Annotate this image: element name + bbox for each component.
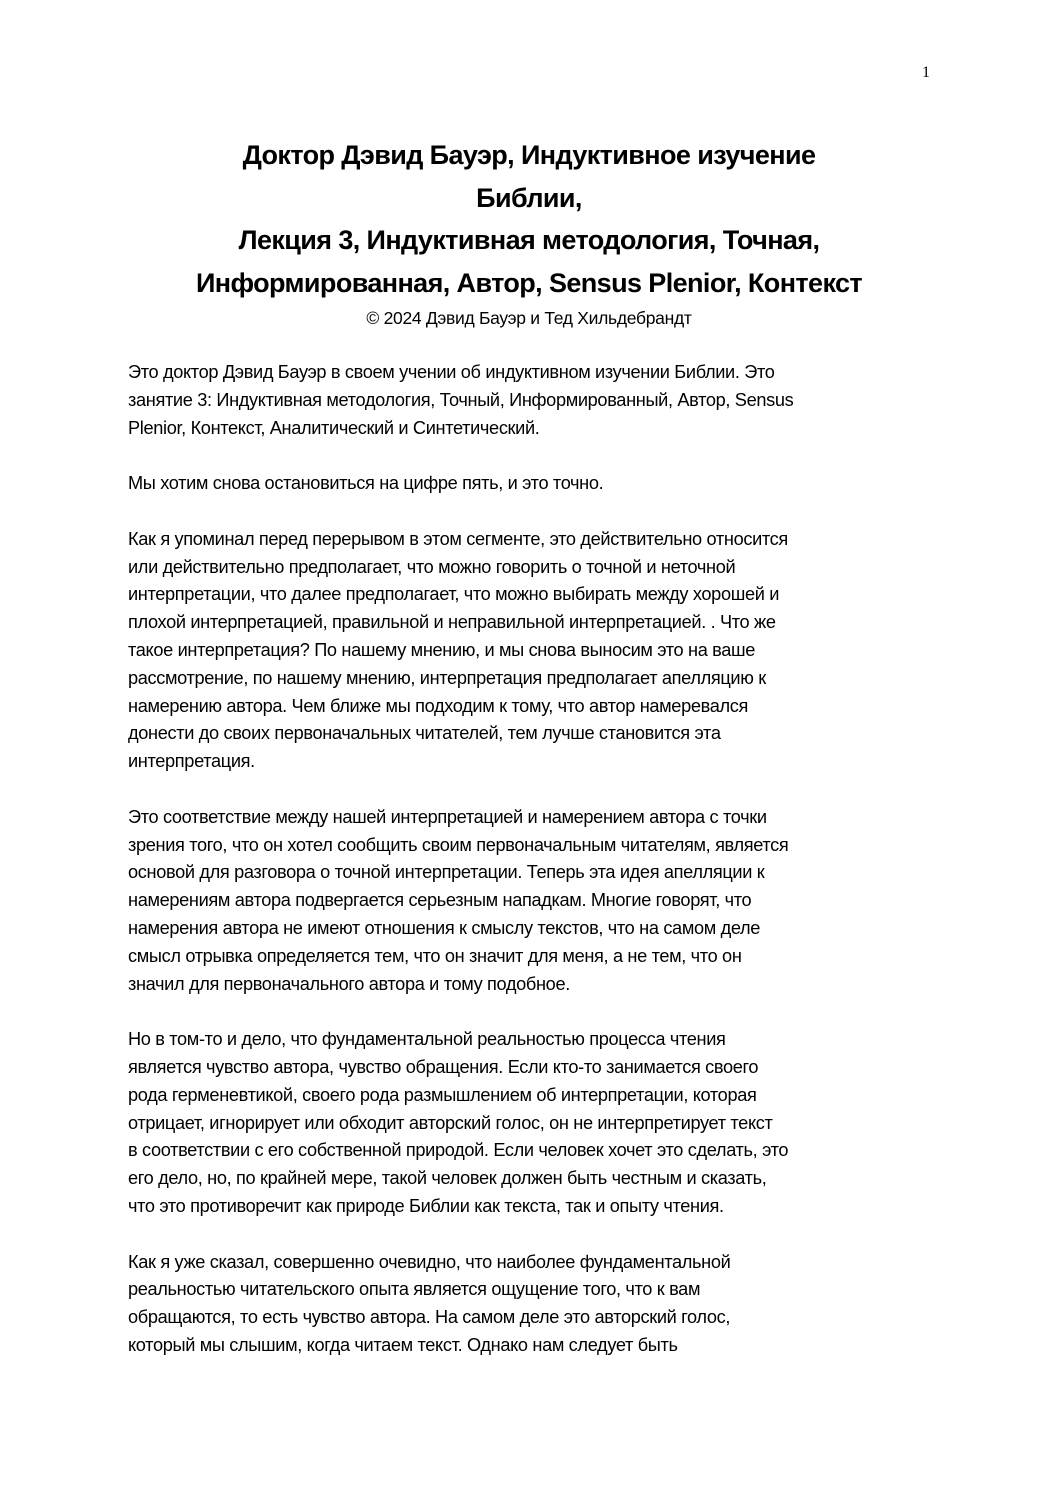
paragraph-line: Мы хотим снова остановиться на цифре пять, и это точно. — [128, 473, 604, 494]
copyright: © 2024 Дэвид Бауэр и Тед Хильдебрандт — [366, 308, 692, 328]
paragraph-line: Это соответствие между нашей интерпретацией и намерением автора с точки — [128, 806, 767, 827]
paragraph-line: в соответствии с его собственной природой. Если человек хочет это сделать, это — [128, 1140, 789, 1161]
paragraph-line: Но в том-то и дело, что фундаментальной реальностью процесса чтения — [128, 1029, 726, 1050]
document-title — [0, 134, 1058, 304]
paragraph-line: рода герменевтикой, своего рода размышлением об интерпретации, которая — [128, 1084, 757, 1105]
title-line: Библии, — [476, 182, 582, 213]
paragraph-line: смысл отрывка определяется тем, что он значит для меня, а не тем, что он — [128, 945, 742, 966]
paragraph-line: намерения автора не имеют отношения к смыслу текстов, что на самом деле — [128, 917, 761, 938]
paragraph-line: такое интерпретация? По нашему мнению, и мы снова выносим это на ваше — [128, 639, 756, 660]
paragraph-line: Как я уже сказал, совершенно очевидно, что наиболее фундаментальной — [128, 1251, 731, 1272]
paragraph-line: что это противоречит как природе Библии как текста, так и опыту чтения. — [128, 1195, 724, 1216]
paragraph-line: или действительно предполагает, что можно говорить о точной и неточной — [128, 556, 736, 577]
paragraph — [128, 526, 948, 776]
paragraph-line: реальностью читательского опыта является ощущение того, что к вам — [128, 1279, 701, 1300]
paragraph-line: занятие 3: Индуктивная методология, Точный, Информированный, Автор, Sensus — [128, 389, 794, 410]
paragraph-line: плохой интерпретацией, правильной и неправильной интерпретацией. . Что же — [128, 612, 776, 633]
paragraph-line: Plenior, Контекст, Аналитический и Синтетический. — [128, 417, 540, 438]
paragraph-line: намерению автора. Чем ближе мы подходим к тому, что автор намеревался — [128, 695, 748, 716]
paragraph-line: донести до своих первоначальных читателей, тем лучше становится эта — [128, 723, 721, 744]
title-line: Информированная, Автор, Sensus Plenior, Контекст — [195, 267, 863, 298]
paragraph-line: Как я упоминал перед перерывом в этом сегменте, это действительно относится — [128, 528, 788, 549]
paragraph-line: интерпретация. — [128, 751, 255, 772]
paragraph-line: значил для первоначального автора и тому подобное. — [128, 973, 570, 994]
paragraph — [128, 804, 948, 999]
title-line: Лекция 3, Индуктивная методология, Точная, — [238, 225, 820, 255]
document-body — [128, 359, 948, 1387]
paragraph-line: его дело, но, по крайней мере, такой человек должен быть честным и сказать, — [128, 1168, 767, 1189]
paragraph-line: является чувство автора, чувство обращения. Если кто-то занимается своего — [128, 1056, 759, 1077]
paragraph-line: обращаются, то есть чувство автора. На самом деле это авторский голос, — [128, 1307, 731, 1328]
paragraph-line: Это доктор Дэвид Бауэр в своем учении об индуктивном изучении Библии. Это — [128, 362, 775, 382]
paragraph — [128, 1026, 948, 1221]
paragraph-line: отрицает, игнорирует или обходит авторский голос, он не интерпретирует текст — [128, 1112, 773, 1133]
paragraph — [128, 1249, 948, 1360]
page-number: 1 — [922, 64, 930, 81]
paragraph — [128, 470, 948, 498]
paragraph — [128, 359, 948, 442]
paragraph-line: зрения того, что он хотел сообщить своим первоначальным читателям, является — [128, 834, 789, 855]
paragraph-line: намерениям автора подвергается серьезным нападкам. Многие говорят, что — [128, 890, 752, 911]
paragraph-line: интерпретации, что далее предполагает, что можно выбирать между хорошей и — [128, 584, 780, 605]
paragraph-line: основой для разговора о точной интерпретации. Теперь эта идея апелляции к — [128, 862, 765, 883]
title-line: Доктор Дэвид Бауэр, Индуктивное изучение — [242, 140, 816, 170]
paragraph-line: который мы слышим, когда читаем текст. Однако нам следует быть — [128, 1334, 678, 1355]
paragraph-line: рассмотрение, по нашему мнению, интерпретация предполагает апелляцию к — [128, 667, 766, 688]
